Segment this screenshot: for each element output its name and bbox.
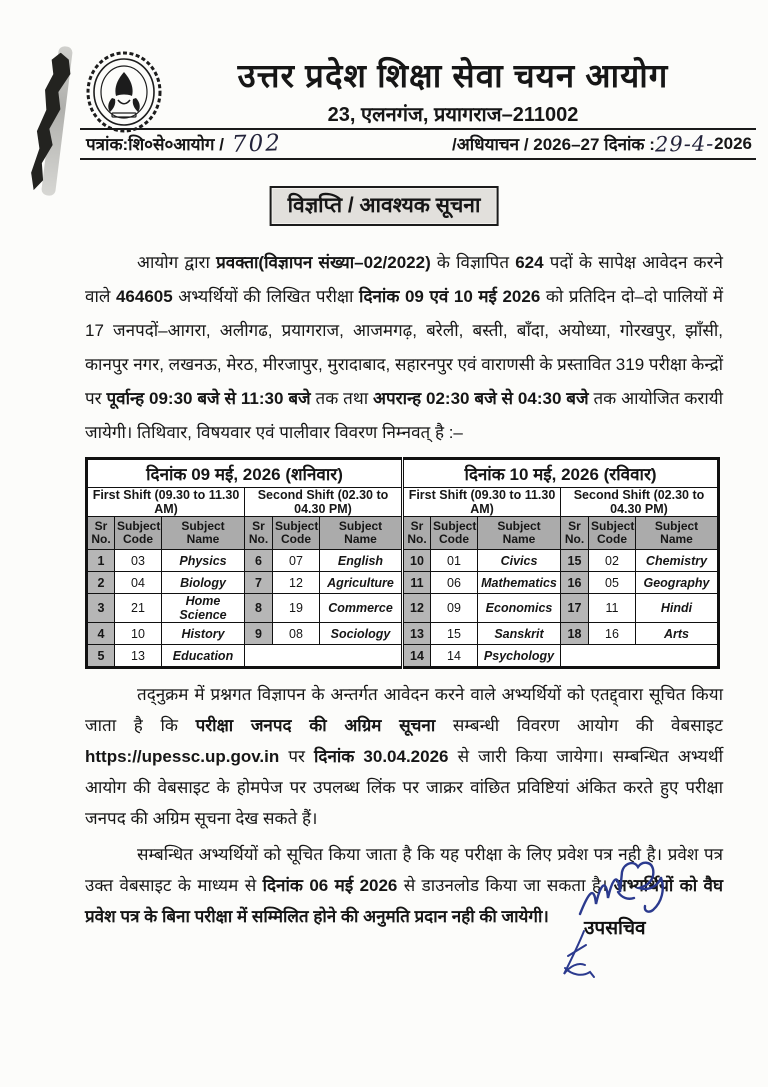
subject-code-cell: 02 bbox=[589, 550, 636, 572]
table-body bbox=[87, 550, 719, 668]
sr-no-cell: 16 bbox=[561, 572, 589, 594]
signature-block bbox=[548, 858, 718, 978]
text-run: सम्बन्धित अभ्यर्थियों को सूचित किया जाता है कि यह परीक्षा के लिए प्रवेश पत्र नही है। प्रवेश पत्र उक्त वेबसाइट के माध्यम से bbox=[85, 845, 723, 895]
sr-no-cell: 7 bbox=[245, 572, 273, 594]
subject-name-cell: Geography bbox=[636, 572, 719, 594]
sr-no-cell: 15 bbox=[561, 550, 589, 572]
subject-code-cell: 06 bbox=[431, 572, 478, 594]
exam-schedule-table bbox=[85, 457, 720, 669]
subject-code-cell: 19 bbox=[273, 594, 320, 623]
subject-name-cell: History bbox=[162, 623, 245, 645]
ref-date-printed: 2026 bbox=[714, 133, 752, 153]
subject-name-cell: Home Science bbox=[162, 594, 245, 623]
col-header-name: Subject Name bbox=[478, 517, 561, 550]
bold-text-run: दिनांक 30.04.2026 bbox=[314, 747, 449, 766]
table-row bbox=[87, 594, 719, 623]
bold-text-run: पूर्वान्ह 09:30 बजे से 11:30 बजे bbox=[106, 389, 311, 408]
sr-no-cell: 9 bbox=[245, 623, 273, 645]
sr-no-cell: 14 bbox=[403, 645, 431, 668]
subject-code-cell: 13 bbox=[115, 645, 162, 668]
table-row bbox=[87, 645, 719, 668]
table-row bbox=[87, 623, 719, 645]
text-run: को प्रतिदिन दो–दो पालियों में 17 जनपदों–आगरा, अलीगढ, प्रयागराज, आजमगढ़, बरेली, बस्ती, बाँदा, अयोध्या, गोरखपुर, झाँसी, कानपुर नगर, लखनऊ, मेरठ, मीरजापुर, मुरादाबाद, सहारनपुर एवं वाराणसी के प्रस्तावित 319 परीक्षा केन्द्रों पर bbox=[85, 287, 724, 408]
ref-prefix: पत्रांक:शि०से०आयोग / bbox=[86, 135, 224, 154]
org-name: उत्तर प्रदेश शिक्षा सेवा चयन आयोग bbox=[237, 57, 669, 94]
subject-name-cell: English bbox=[320, 550, 403, 572]
text-run: पर bbox=[279, 747, 315, 766]
sr-no-cell: 2 bbox=[87, 572, 115, 594]
subject-code-cell: 14 bbox=[431, 645, 478, 668]
text-run: तक तथा bbox=[310, 389, 374, 408]
text-run: से जारी किया जायेगा। सम्बन्धित अभ्यर्थी आयोग की वेबसाइट के होमपेज पर उपलब्ध लिंक पर जाक्रर वांछित प्रविष्टियां अंकित करते हुए परीक्षा जनपद की अग्रिम सूचना देख सकते हैं। bbox=[85, 747, 723, 828]
sr-no-cell: 1 bbox=[87, 550, 115, 572]
signature-icon bbox=[558, 858, 688, 920]
paragraph-intro bbox=[85, 246, 723, 450]
table-shift-header-row bbox=[87, 488, 719, 517]
col-header-name: Subject Name bbox=[320, 517, 403, 550]
commission-emblem-icon bbox=[84, 50, 164, 138]
table-row bbox=[87, 550, 719, 572]
table-date-header-row bbox=[87, 459, 719, 488]
sr-no-cell: 10 bbox=[403, 550, 431, 572]
paragraph-website-info bbox=[85, 679, 723, 834]
subject-name-cell: Chemistry bbox=[636, 550, 719, 572]
subject-code-cell: 09 bbox=[431, 594, 478, 623]
sr-no-cell: 11 bbox=[403, 572, 431, 594]
sr-no-cell: 18 bbox=[561, 623, 589, 645]
ref-date-handwritten: 29-4- bbox=[654, 130, 715, 157]
subject-name-cell: Education bbox=[162, 645, 245, 668]
bold-text-run: दिनांक 09 एवं 10 मई 2026 bbox=[359, 287, 541, 306]
org-address: 23, एलनगंज, प्रयागराज–211002 bbox=[327, 104, 579, 126]
bold-text-run: अपरान्ह 02:30 बजे से 04:30 बजे bbox=[373, 389, 589, 408]
subject-code-cell: 15 bbox=[431, 623, 478, 645]
subject-code-cell: 08 bbox=[273, 623, 320, 645]
text-run: सम्बन्धी विवरण आयोग की वेबसाइट bbox=[435, 716, 723, 735]
signature-scribble-icon bbox=[554, 928, 612, 980]
staple-artifact-icon bbox=[28, 46, 88, 196]
notice-title: विज्ञप्ति / आवश्यक सूचना bbox=[270, 186, 499, 226]
text-run: से डाउनलोड किया जा सकता है। bbox=[397, 876, 614, 895]
subject-code-cell: 12 bbox=[273, 572, 320, 594]
col-header-name: Subject Name bbox=[162, 517, 245, 550]
ref-middle: /अधियाचन / 2026–27 दिनांक : bbox=[452, 135, 655, 154]
subject-code-cell: 21 bbox=[115, 594, 162, 623]
text-run: पदों के सापेक्ष आवेदन करने वाले bbox=[85, 253, 723, 306]
subject-name-cell: Hindi bbox=[636, 594, 719, 623]
subject-code-cell: 16 bbox=[589, 623, 636, 645]
bold-text-run: 624 bbox=[515, 253, 544, 272]
subject-name-cell: Mathematics bbox=[478, 572, 561, 594]
sr-no-cell: 12 bbox=[403, 594, 431, 623]
subject-code-cell: 03 bbox=[115, 550, 162, 572]
shift-header: First Shift (09.30 to 11.30 AM) bbox=[403, 488, 561, 517]
subject-name-cell: Psychology bbox=[478, 645, 561, 668]
subject-name-cell: Biology bbox=[162, 572, 245, 594]
subject-name-cell: Commerce bbox=[320, 594, 403, 623]
bold-text-run: परीक्षा जनपद की अग्रिम सूचना bbox=[195, 716, 436, 735]
col-header-name: Subject Name bbox=[636, 517, 719, 550]
subject-code-cell: 05 bbox=[589, 572, 636, 594]
date-header-right: दिनांक 10 मई, 2026 (रविवार) bbox=[403, 459, 719, 488]
bold-text-run: दिनांक 06 मई 2026 bbox=[262, 876, 398, 895]
shift-header: Second Shift (02.30 to 04.30 PM) bbox=[245, 488, 403, 517]
text-run: तक आयोजित करायी जायेगी। तिथिवार, विषयवार एवं पालीवार विवरण निम्नवत् है :– bbox=[85, 389, 724, 442]
subject-name-cell: Physics bbox=[162, 550, 245, 572]
col-header-sr: Sr No. bbox=[87, 517, 115, 550]
bold-text-run: 464605 bbox=[115, 287, 173, 306]
col-header-sr: Sr No. bbox=[561, 517, 589, 550]
text-run: आयोग द्वारा bbox=[137, 253, 217, 272]
document-body bbox=[85, 246, 723, 932]
sr-no-cell: 13 bbox=[403, 623, 431, 645]
sr-no-cell: 6 bbox=[245, 550, 273, 572]
subject-code-cell: 10 bbox=[115, 623, 162, 645]
subject-name-cell: Economics bbox=[478, 594, 561, 623]
empty-cell bbox=[245, 645, 403, 668]
sr-no-cell: 8 bbox=[245, 594, 273, 623]
col-header-code: Subject Code bbox=[115, 517, 162, 550]
text-run: के विज्ञापित bbox=[430, 253, 516, 272]
col-header-code: Subject Code bbox=[273, 517, 320, 550]
signatory-title: उपसचिव bbox=[584, 918, 646, 939]
subject-code-cell: 07 bbox=[273, 550, 320, 572]
col-header-code: Subject Code bbox=[589, 517, 636, 550]
text-run: अभ्यर्थियों की लिखित परीक्षा bbox=[172, 287, 360, 306]
bold-text-run: अभ्यर्थियों को वैघ प्रवेश पत्र के बिना परीक्षा में सम्मिलित होने की अनुमति प्रदान नही की जायेगी। bbox=[85, 876, 723, 926]
sr-no-cell: 5 bbox=[87, 645, 115, 668]
table-column-header-row bbox=[87, 517, 719, 550]
date-header-left: दिनांक 09 मई, 2026 (शनिवार) bbox=[87, 459, 403, 488]
empty-cell bbox=[561, 645, 719, 668]
subject-code-cell: 04 bbox=[115, 572, 162, 594]
bold-text-run: प्रवक्ता(विज्ञापन संख्या–02/2022) bbox=[216, 253, 431, 272]
table-row bbox=[87, 572, 719, 594]
text-run: तद्नुक्रम में प्रश्नगत विज्ञापन के अन्तर्गत आवेदन करने वाले अभ्यर्थियों को एतद्द्वारा सूचित किया जाता है कि bbox=[85, 685, 723, 735]
subject-name-cell: Civics bbox=[478, 550, 561, 572]
sr-no-cell: 17 bbox=[561, 594, 589, 623]
divider bbox=[80, 158, 756, 160]
ref-number-handwritten: 702 bbox=[231, 129, 283, 158]
shift-header: Second Shift (02.30 to 04.30 PM) bbox=[561, 488, 719, 517]
subject-code-cell: 11 bbox=[589, 594, 636, 623]
sr-no-cell: 4 bbox=[87, 623, 115, 645]
col-header-sr: Sr No. bbox=[245, 517, 273, 550]
subject-name-cell: Agriculture bbox=[320, 572, 403, 594]
subject-name-cell: Arts bbox=[636, 623, 719, 645]
col-header-code: Subject Code bbox=[431, 517, 478, 550]
subject-name-cell: Sanskrit bbox=[478, 623, 561, 645]
shift-header: First Shift (09.30 to 11.30 AM) bbox=[87, 488, 245, 517]
col-header-sr: Sr No. bbox=[403, 517, 431, 550]
sr-no-cell: 3 bbox=[87, 594, 115, 623]
subject-code-cell: 01 bbox=[431, 550, 478, 572]
bold-text-run: https://upessc.up.gov.in bbox=[85, 747, 280, 766]
reference-line bbox=[86, 129, 752, 158]
subject-name-cell: Sociology bbox=[320, 623, 403, 645]
